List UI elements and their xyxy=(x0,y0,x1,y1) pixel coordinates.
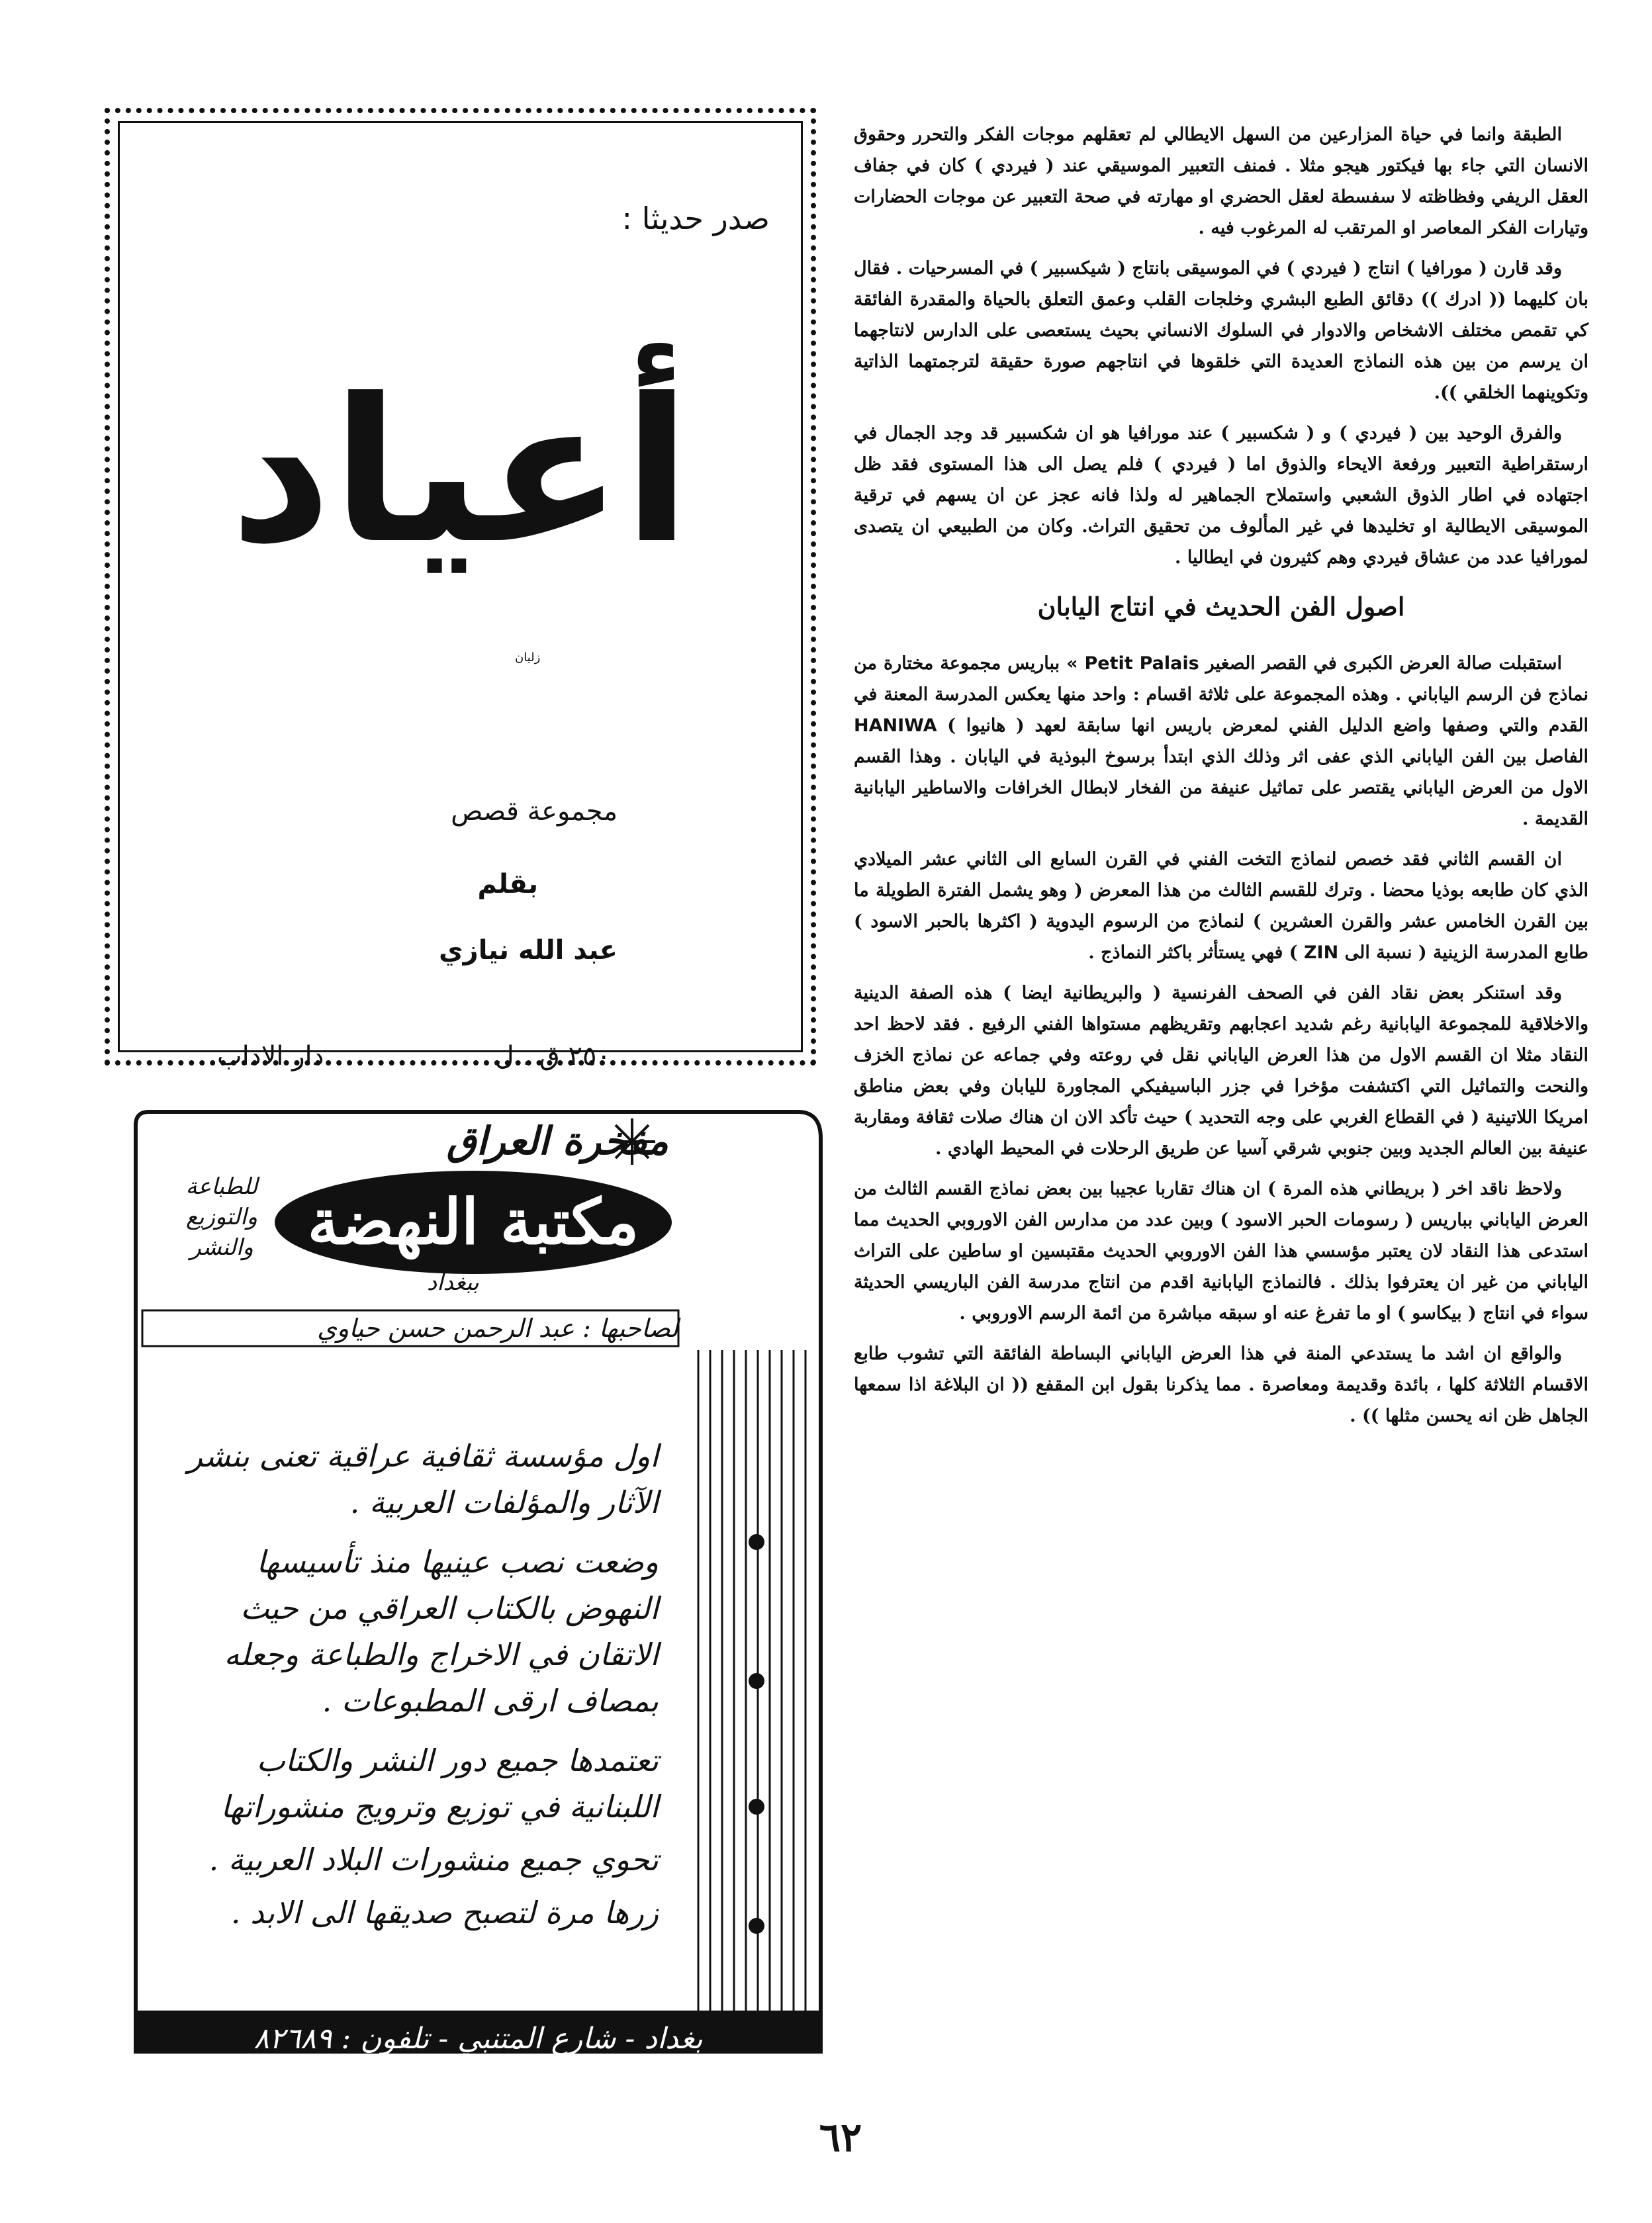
store-address-phone: بغداد - شارع المتنبي - تلفون : ٨٢٦٨٩ xyxy=(253,2022,703,2056)
store-city: ببغداد xyxy=(427,1269,479,1296)
store-name: مكتبة النهضة xyxy=(307,1186,639,1259)
ad-line: اول مؤسسة ثقافية عراقية تعنى بنشر xyxy=(187,1438,659,1474)
ad-line: تعتمدها جميع دور النشر والكتاب xyxy=(256,1743,659,1778)
ad-line: تحوي جميع منشورات البلاد العربية . xyxy=(208,1842,659,1878)
ad-line: وضعت نصب عينيها منذ تأسيسها xyxy=(256,1544,659,1580)
section-heading: اصول الفن الحديث في انتاج اليابان xyxy=(1037,592,1405,621)
bullet-dot xyxy=(749,1799,764,1815)
paragraph-text: الفاصل بين الفن الياباني الذي عفى اثر وذلك الذي ابتدأ برسوخ البوذية في اليابان . وهذا القسم الاول من العرض الياباني يقتصر على تماثيل عنيفة من الفخار لابطال الخرافات والاساطير اليابانية القديمة . xyxy=(854,747,1588,829)
article-paragraph xyxy=(854,648,1588,835)
store-tagline: مفخرة العراق xyxy=(446,1118,668,1163)
bookstore-advertisement xyxy=(129,1099,827,2066)
store-services: للطباعة والتوزيع والنشر xyxy=(185,1173,258,1261)
book-genre: مجموعة قصص xyxy=(451,796,618,827)
ad-line: بمصاف ارقى المطبوعات . xyxy=(322,1683,659,1719)
latin-term: ZIN xyxy=(1303,942,1339,963)
page-number: ٦٢ xyxy=(819,2114,862,2161)
book-author: عبد الله نيازي xyxy=(439,935,618,966)
article-paragraph: الطبقة وانما في حياة المزارعين من السهل الايطالي لم تعقلهم موجات الفكر والتحرر وحقوق الانسان التي جاء بها فيكتور هيجو مثلا . فمنف التعبير الموسيقي عند ( فيردي ) كان في جفاف العقل الريفي وفظاظته لا سفسطة لعقل الحضري او مهارته في صحة التعبير عن موجات الحضارات وتيارات الفكر المعاصر او المرتقب له المرغوب فيه . xyxy=(854,124,1588,238)
article-paragraph: ولاحظ ناقد اخر ( بريطاني هذه المرة ) ان هناك تقاربا عجيبا بين بعض نماذج القسم الثالث من العرض الياباني بباريس ( رسومات الحبر الاسود ) وبين عدد من مدارس الفن الاوروبي الحديث مما استدعى هذا النقاد لان يعتبر مؤسسي هذا الفن الاوروبي الحديث مقتبسين او ساطين على التراث الياباني من غير ان يعترفوا بذلك . فالنماذج اليابانية اقدم من انتاج مدرسة الفن الباريسي الحديثة سواء في انتاج ( بيكاسو ) او ما تفرغ عنه او سبقه مباشرة من ائمة الرسم الاوروبي . xyxy=(854,1179,1588,1324)
paragraph-text: ) فهي يستأثر باكثر النماذج . xyxy=(1088,942,1298,963)
paragraph-text: استقبلت صالة العرض الكبرى في القصر الصغير xyxy=(1205,653,1562,674)
ad-line: الاتقان في الاخراج والطباعة وجعله xyxy=(224,1637,659,1672)
ad-line: النهوض بالكتاب العراقي من حيث xyxy=(240,1590,659,1626)
store-owner: لصاحبها : عبد الرحمن حسن حياوي xyxy=(317,1314,678,1343)
bullet-dot xyxy=(749,1673,764,1689)
article-paragraph: والفرق الوحيد بين ( فيردي ) و ( شكسبير ) عند مورافيا هو ان شكسبير قد وجد الجمال في ارستقراطية التعبير ورفعة الايحاء والذوق اما ( فيردي ) فلم يصل الى هذا المستوى فقد ظل اجتهاده في اطار الذوق الشعبي واستملاح الجماهير له ولذا فانه عجز عن ان يسهم في ترقية الموسيقى الايطالية او تخليدها في غير المألوف من تحقيق التراث. وكان من الطبيعي ان يتصدى لمورافيا عدد من عشاق فيردي وهم كثيرون في ايطاليا . xyxy=(854,423,1588,568)
ad-line: اللبنانية في توزيع وترويج منشوراتها xyxy=(220,1789,659,1825)
ad-line: زرها مرة لتصبح صديقها الى الابد . xyxy=(230,1895,659,1930)
article-paragraph: وقد استنكر بعض نقاد الفن في الصحف الفرنسية ( والبريطانية ايضا ) هذه الصفة الدينية والاخلاقية للمجموعة اليابانية رغم شديد اعجابهم وتقريظهم مستواها الفني الرفيع . فقد لاحظ احد النقاد مثلا ان القسم الاول من هذا العرض الياباني نقل في روعته وفي جماعه عن نماذج الخزف والنحت والتماثيل التي اكتشفت مؤخرا في جزر الباسيفيكي المجاورة لليابان وفي بعض مناطق امريكا اللاتينية ( في القطاع الغربي على وجه التحديد ) حيث تأكد الان ان هناك صلات ثقافة ومقاربة عنيفة بين العالم الجديد وبين جنوبي شرقي آسيا عن طريق الرحلات في المحيط الهادي . xyxy=(854,983,1588,1159)
book-advertisement xyxy=(105,108,816,1071)
article-paragraph: وقد قارن ( مورافيا ) انتاج ( فيردي ) في الموسيقى بانتاج ( شيكسبير ) في المسرحيات . فقال بان كليهما (( ادرك )) دقائق الطبع البشري وخلجات القلب وعمق التعلق بالحياة والمقدرة الفائقة كي تقمص مختلف الاشخاص والادوار في السلوك الانساني بحيث يستعصى على الدارس لانتاجهما ان يرسم من بين هذه النماذج العديدة التي خلقوها في انتاجهم صورة حقيقة لترجمتهما الذاتية وتكوينهما الخلقي )). xyxy=(854,258,1588,403)
article-paragraph: والواقع ان اشد ما يستدعي المنة في هذا العرض الياباني البساطة الفائقة التي تشوب طابع الاقسام الثلاثة كلها ، بائدة وقديمة ومعاصرة . مما يذكرنا بقول ابن المقفع (( ان البلاغة اذا سمعها الجاهل ظن انه يحسن مثلها )) . xyxy=(854,1343,1588,1426)
latin-term: « Petit Palais xyxy=(1066,653,1199,674)
paragraph-text: بباريس مجموعة مختارة من نماذج فن الرسم الياباني . وهذه المجموعة على ثلاثة اقسام : واحد منها يعكس المدرسة المعنة في القدم والتي وصفها واضع الدليل الفني لمعرض باريس انها سابقة لعهد ( هانيوا ) xyxy=(854,653,1588,736)
bullet-dot xyxy=(749,1918,764,1934)
article-paragraph xyxy=(854,844,1588,968)
book-publisher: دار الاداب xyxy=(217,1041,324,1071)
ad-line: الآثار والمؤلفات العربية . xyxy=(349,1484,659,1520)
bullet-dot xyxy=(749,1534,764,1550)
latin-term: HANIWA xyxy=(854,715,937,736)
paragraph-text: ان القسم الثاني فقد خصص لنماذج التخت الفني في القرن السابع الى الثاني عشر الميلادي الذي كان طابعه بوذيا محضا . وترك للقسم الثالث من هذا المعرض ( وهو يشمل الفترة الطويلة ما بين القرن الخامس عشر والقرن العشرين ) لنماذج من الرسوم اليدوية ( اكثرها بالحبر الاسود ) طابع المدرسة الزينية ( نسبة الى xyxy=(854,849,1588,963)
signature-mark: زليان xyxy=(515,651,541,664)
article-column xyxy=(854,119,1588,1441)
book-title: أعياد xyxy=(230,356,691,587)
release-notice: صدر حديثا : xyxy=(621,201,770,236)
book-by-label: بقلم xyxy=(477,869,538,899)
book-price: ٢٥٠ ق . ل xyxy=(494,1041,611,1071)
